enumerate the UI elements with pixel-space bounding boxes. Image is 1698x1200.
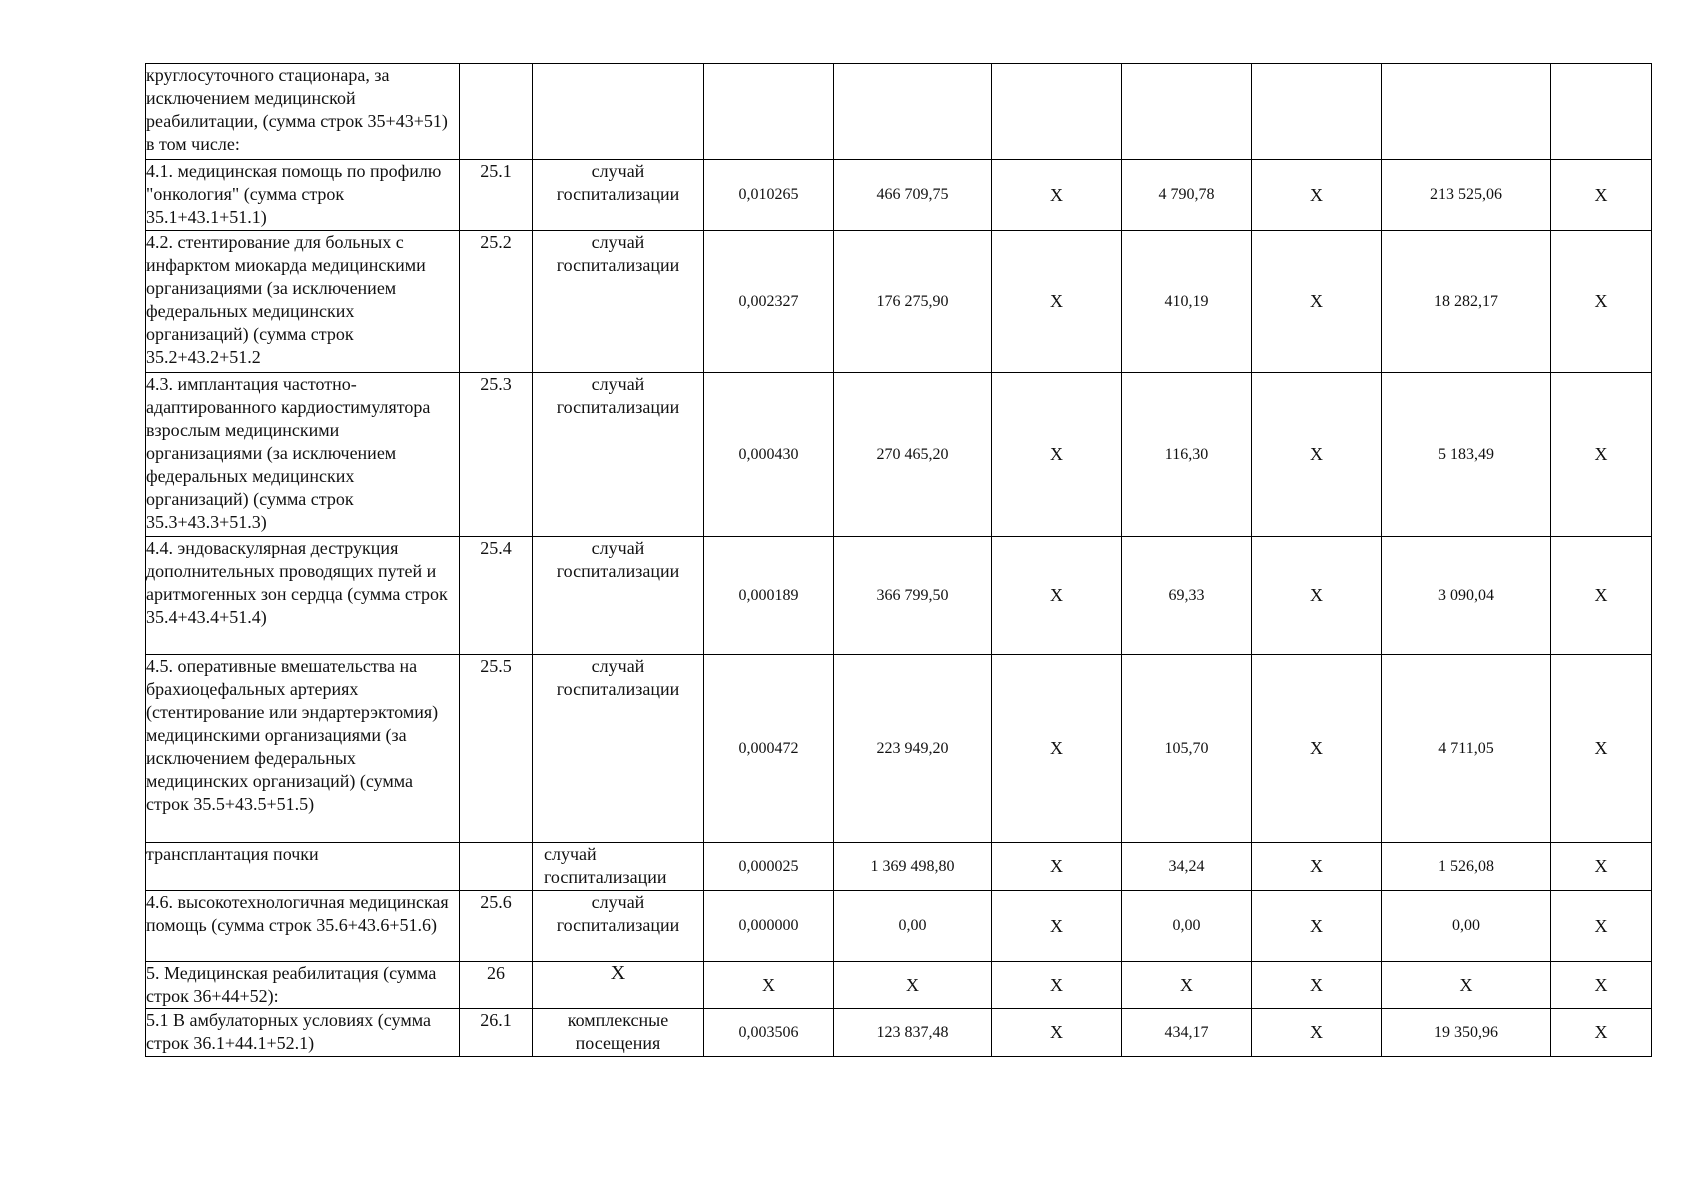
value-cell: X [1252,655,1382,843]
table-row [146,537,1652,655]
value-cell [704,64,834,160]
value-cell: X [992,1009,1122,1057]
row-name: 4.2. стентирование для больных с инфарктом миокарда медицинскими организациями (за исключением федеральных медицинских организаций) (сумма строк 35.2+43.2+51.2 [146,231,460,373]
row-number: 25.6 [460,891,533,962]
value-cell [1252,64,1382,160]
value-cell: X [834,962,992,1009]
value-cell: X [992,891,1122,962]
row-number: 26 [460,962,533,1009]
value-cell: 116,30 [1122,373,1252,537]
unit-cell: случай госпитализации [533,655,704,843]
value-cell [992,64,1122,160]
value-cell: 0,00 [1382,891,1551,962]
table-row [146,891,1652,962]
unit-cell: случай госпитализации [533,843,704,891]
row-number [460,843,533,891]
value-cell: 3 090,04 [1382,537,1551,655]
table-row [146,843,1652,891]
table-row [146,655,1652,843]
value-cell: X [992,537,1122,655]
value-cell: 270 465,20 [834,373,992,537]
value-cell: 105,70 [1122,655,1252,843]
value-cell: X [1252,160,1382,231]
value-cell: 123 837,48 [834,1009,992,1057]
value-cell: 5 183,49 [1382,373,1551,537]
standards-table [145,63,1652,1057]
row-name: круглосуточного стационара, за исключением медицинской реабилитации, (сумма строк 35+43+51) в том числе: [146,64,460,160]
value-cell: 1 369 498,80 [834,843,992,891]
unit-cell [533,64,704,160]
value-cell: X [992,231,1122,373]
row-name: 4.4. эндоваскулярная деструкция дополнительных проводящих путей и аритмогенных зон сердца (сумма строк 35.4+43.4+51.4) [146,537,460,655]
unit-cell: случай госпитализации [533,891,704,962]
table-row [146,962,1652,1009]
value-cell: 366 799,50 [834,537,992,655]
row-name: 5. Медицинская реабилитация (сумма строк 36+44+52): [146,962,460,1009]
row-number: 25.4 [460,537,533,655]
value-cell: X [704,962,834,1009]
row-number: 25.3 [460,373,533,537]
unit-cell: X [533,962,704,1009]
value-cell: 0,000430 [704,373,834,537]
value-cell: X [1551,160,1652,231]
value-cell: 1 526,08 [1382,843,1551,891]
value-cell: X [1551,962,1652,1009]
value-cell: 19 350,96 [1382,1009,1551,1057]
value-cell: 0,00 [834,891,992,962]
value-cell: 0,00 [1122,891,1252,962]
row-number: 26.1 [460,1009,533,1057]
value-cell: X [1551,231,1652,373]
row-number: 25.1 [460,160,533,231]
value-cell: 466 709,75 [834,160,992,231]
value-cell: X [1252,1009,1382,1057]
value-cell: 434,17 [1122,1009,1252,1057]
value-cell: 0,010265 [704,160,834,231]
unit-cell: случай госпитализации [533,231,704,373]
value-cell: 0,000000 [704,891,834,962]
row-number: 25.5 [460,655,533,843]
value-cell [834,64,992,160]
value-cell: X [1122,962,1252,1009]
table-row [146,373,1652,537]
table-row [146,231,1652,373]
value-cell: X [1551,373,1652,537]
value-cell: 0,000472 [704,655,834,843]
value-cell: 213 525,06 [1382,160,1551,231]
table-row [146,64,1652,160]
row-name: 4.3. имплантация частотно-адаптированного кардиостимулятора взрослым медицинскими организациями (за исключением федеральных медицинских организаций) (сумма строк 35.3+43.3+51.3) [146,373,460,537]
table-row [146,1009,1652,1057]
value-cell [1551,64,1652,160]
value-cell: 34,24 [1122,843,1252,891]
value-cell: X [1252,537,1382,655]
row-number [460,64,533,160]
value-cell: 4 711,05 [1382,655,1551,843]
value-cell: 18 282,17 [1382,231,1551,373]
row-name: 5.1 В амбулаторных условиях (сумма строк 36.1+44.1+52.1) [146,1009,460,1057]
value-cell: 4 790,78 [1122,160,1252,231]
value-cell [1122,64,1252,160]
value-cell: X [992,373,1122,537]
value-cell: 69,33 [1122,537,1252,655]
row-name: 4.6. высокотехнологичная медицинская помощь (сумма строк 35.6+43.6+51.6) [146,891,460,962]
value-cell: X [1252,891,1382,962]
unit-cell: случай госпитализации [533,160,704,231]
value-cell: 176 275,90 [834,231,992,373]
value-cell: 410,19 [1122,231,1252,373]
table-row [146,160,1652,231]
value-cell: 223 949,20 [834,655,992,843]
value-cell: 0,003506 [704,1009,834,1057]
value-cell: X [1551,1009,1652,1057]
value-cell: X [1551,891,1652,962]
value-cell: X [992,962,1122,1009]
value-cell: 0,000025 [704,843,834,891]
row-name: трансплантация почки [146,843,460,891]
value-cell: X [1252,843,1382,891]
row-name: 4.1. медицинская помощь по профилю "онкология" (сумма строк 35.1+43.1+51.1) [146,160,460,231]
value-cell: X [1551,655,1652,843]
value-cell: X [1551,843,1652,891]
value-cell: X [992,655,1122,843]
value-cell [1382,64,1551,160]
row-number: 25.2 [460,231,533,373]
unit-cell: комплексные посещения [533,1009,704,1057]
value-cell: X [992,843,1122,891]
value-cell: X [992,160,1122,231]
unit-cell: случай госпитализации [533,373,704,537]
value-cell: X [1382,962,1551,1009]
value-cell: X [1252,373,1382,537]
value-cell: X [1551,537,1652,655]
value-cell: 0,002327 [704,231,834,373]
row-name: 4.5. оперативные вмешательства на брахиоцефальных артериях (стентирование или эндартерэктомия) медицинскими организациями (за исключением федеральных медицинских организаций) (сумма строк 35.5+43.5+51.5) [146,655,460,843]
value-cell: X [1252,962,1382,1009]
value-cell: 0,000189 [704,537,834,655]
unit-cell: случай госпитализации [533,537,704,655]
value-cell: X [1252,231,1382,373]
